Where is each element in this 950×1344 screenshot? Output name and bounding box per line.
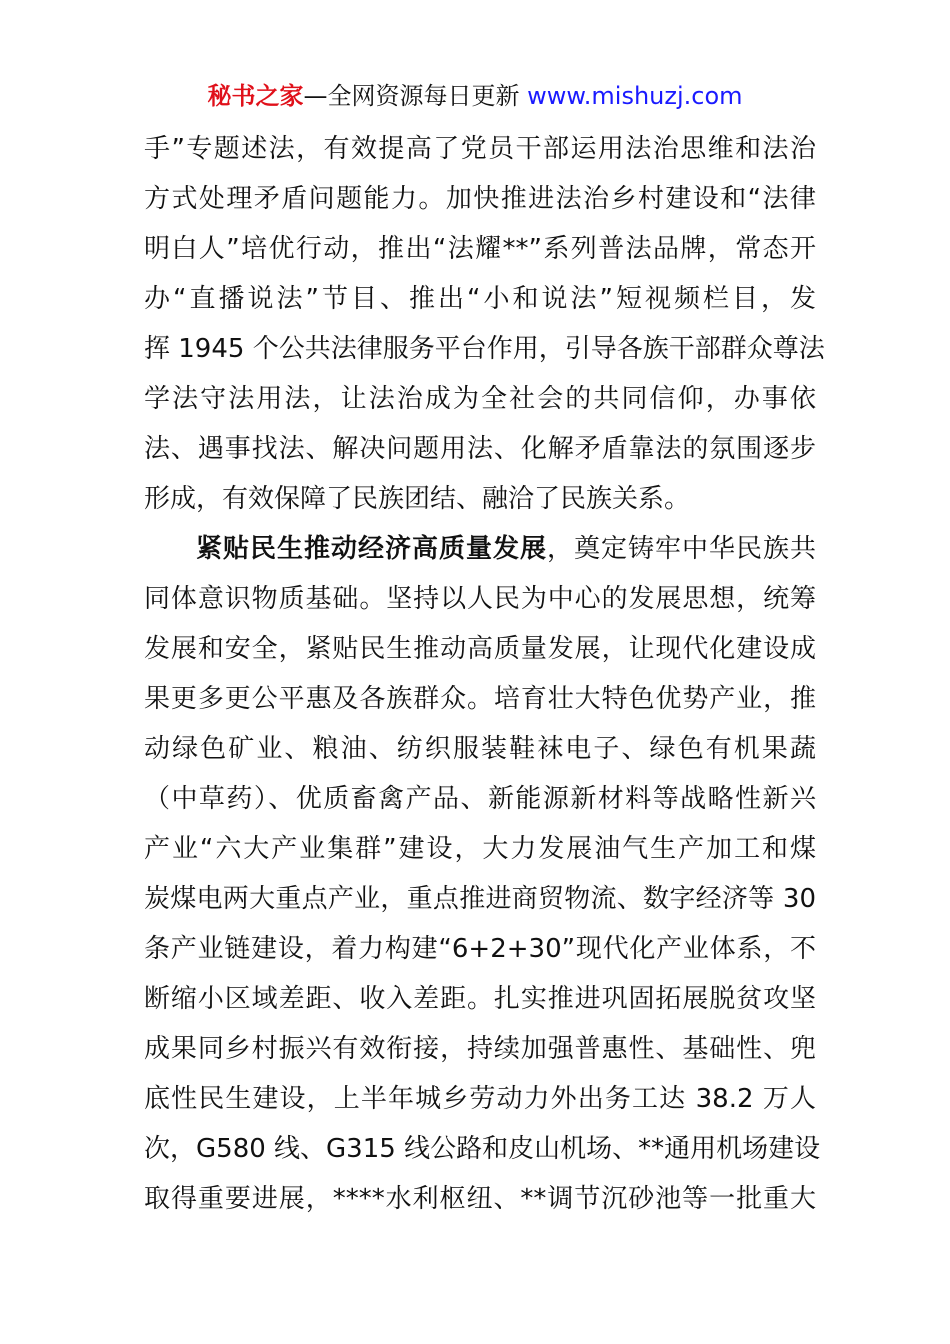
text-line: 条产业链建设，着力构建“6+2+30”现代化产业体系，不 xyxy=(144,934,816,964)
text-line: 手”专题述法，有效提高了党员干部运用法治思维和法治 xyxy=(144,134,816,164)
text-line: 果更多更公平惠及各族群众。培育壮大特色优势产业，推 xyxy=(144,684,816,714)
text-line: 底性民生建设，上半年城乡劳动力外出务工达 38.2 万人 xyxy=(144,1084,816,1114)
text-line: 同体意识物质基础。坚持以人民为中心的发展思想，统筹 xyxy=(144,584,816,614)
header-url-link[interactable]: www.mishuzj.com xyxy=(527,82,743,110)
paragraph-lead-line xyxy=(144,524,816,574)
text-line: 发展和安全，紧贴民生推动高质量发展，让现代化建设成 xyxy=(144,634,816,664)
text-line: 次，G580 线、G315 线公路和皮山机场、**通用机场建设 xyxy=(144,1134,821,1164)
page-header xyxy=(0,78,950,114)
text-line: 学法守法用法，让法治成为全社会的共同信仰，办事依 xyxy=(144,384,816,414)
paragraph-heading: 紧贴民生推动经济高质量发展 xyxy=(196,534,547,564)
header-brand: 秘书之家 xyxy=(207,82,304,110)
text-line: 产业“六大产业集群”建设，大力发展油气生产加工和煤 xyxy=(144,834,816,864)
text-line: 法、遇事找法、解决问题用法、化解矛盾靠法的氛围逐步 xyxy=(144,434,816,464)
paragraph-2 xyxy=(144,524,821,1224)
paragraph-1 xyxy=(144,124,825,524)
text-line: 方式处理矛盾问题能力。加快推进法治乡村建设和“法律 xyxy=(144,184,816,214)
paragraph-lead-rest: ，奠定铸牢中华民族共 xyxy=(546,534,816,564)
text-line: 形成，有效保障了民族团结、融洽了民族关系。 xyxy=(144,484,691,514)
text-line: 断缩小区域差距、收入差距。扎实推进巩固拓展脱贫攻坚 xyxy=(144,984,816,1014)
document-body xyxy=(144,124,825,1224)
text-line: 办“直播说法”节目、推出“小和说法”短视频栏目，发 xyxy=(144,284,816,314)
header-tagline: —全网资源每日更新 xyxy=(303,82,520,110)
text-line: 成果同乡村振兴有效衔接，持续加强普惠性、基础性、兜 xyxy=(144,1034,816,1064)
text-line: 挥 1945 个公共法律服务平台作用，引导各族干部群众尊法 xyxy=(144,334,825,364)
text-line: 动绿色矿业、粮油、纺织服装鞋袜电子、绿色有机果蔬 xyxy=(144,734,816,764)
text-line: 炭煤电两大重点产业，重点推进商贸物流、数字经济等 30 xyxy=(144,884,816,914)
text-line: 明白人”培优行动，推出“法耀**”系列普法品牌，常态开 xyxy=(144,234,816,264)
text-line: （中草药）、优质畜禽产品、新能源新材料等战略性新兴 xyxy=(144,784,816,814)
text-line: 取得重要进展，****水利枢纽、**调节沉砂池等一批重大 xyxy=(144,1184,816,1214)
